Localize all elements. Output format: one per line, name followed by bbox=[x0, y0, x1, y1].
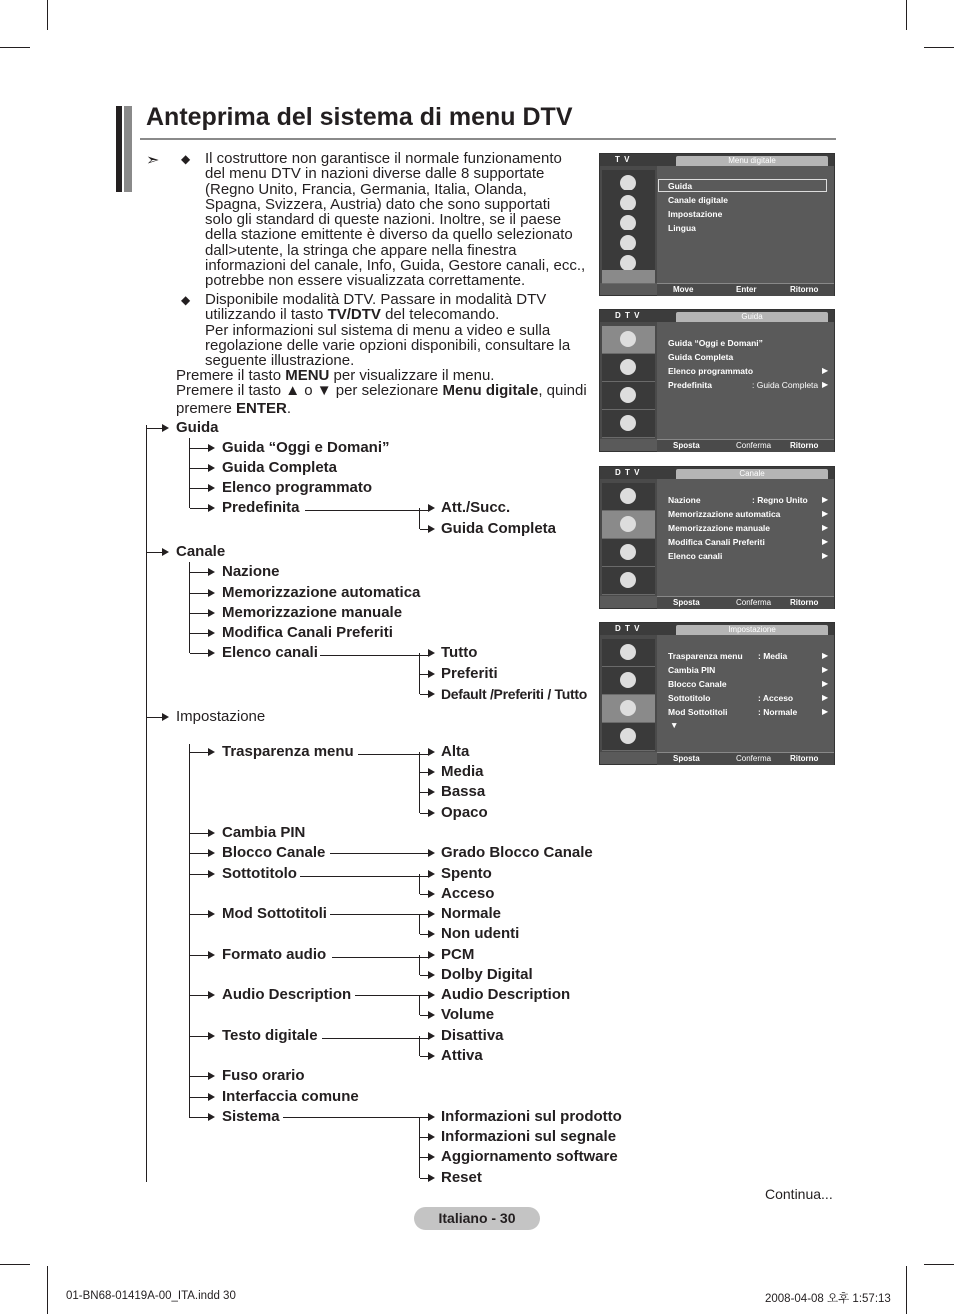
tree-line bbox=[419, 752, 420, 813]
tree-option: Dolby Digital bbox=[441, 966, 533, 983]
screen-tab: Canale bbox=[676, 469, 828, 479]
tree-item: Fuso orario bbox=[222, 1067, 305, 1084]
tree-item: Elenco canali bbox=[222, 644, 318, 661]
confirm-hint: Conferma bbox=[736, 441, 772, 450]
menu-item[interactable]: Predefinita : Guida Completa ▶ bbox=[668, 380, 829, 390]
setup-icon[interactable] bbox=[602, 539, 655, 567]
tree-option: Aggiornamento software bbox=[441, 1148, 618, 1165]
screen-mode-label: D T V bbox=[615, 624, 641, 633]
tree-option: Non udenti bbox=[441, 925, 520, 942]
page-title: Anteprima del sistema di menu DTV bbox=[146, 103, 573, 131]
tree-item: Modifica Canali Preferiti bbox=[222, 624, 393, 641]
confirm-hint: Conferma bbox=[736, 598, 772, 607]
tree-option: Att./Succ. bbox=[441, 499, 511, 516]
tree-option: Attiva bbox=[441, 1047, 483, 1064]
return-hint: Ritorno bbox=[790, 285, 819, 294]
screen-mode-label: D T V bbox=[615, 468, 641, 477]
crop-mark bbox=[924, 1264, 954, 1265]
crop-mark bbox=[47, 1266, 48, 1314]
tree-item: Cambia PIN bbox=[222, 824, 306, 841]
confirm-hint: Conferma bbox=[736, 754, 772, 763]
tree-line bbox=[146, 425, 147, 1182]
screen-mode-label: D T V bbox=[615, 311, 641, 320]
channel-icon[interactable] bbox=[602, 354, 655, 382]
title-bar-mark bbox=[124, 106, 132, 192]
tree-item: Testo digitale bbox=[222, 1027, 318, 1044]
setup-icon[interactable] bbox=[602, 695, 655, 723]
guide-icon[interactable] bbox=[602, 326, 655, 354]
tree-option: Opaco bbox=[441, 804, 488, 821]
tree-item: Audio Description bbox=[222, 986, 352, 1003]
tree-option: Default /Preferiti / Tutto bbox=[441, 686, 587, 702]
crop-mark bbox=[906, 0, 907, 30]
menu-item[interactable]: Mod Sottotitoli : Normale ▶ bbox=[668, 707, 829, 717]
continue-label: Continua... bbox=[765, 1186, 833, 1202]
tree-option: Guida Completa bbox=[441, 520, 557, 537]
menu-screen-canale bbox=[599, 466, 835, 609]
screen-mode-label: T V bbox=[615, 155, 631, 164]
footer-file: 01-BN68-01419A-00_ITA.indd 30 bbox=[66, 1290, 236, 1302]
bullet-icon: ◆ bbox=[181, 152, 191, 166]
tree-item: Formato audio bbox=[222, 946, 327, 963]
screen-tab: Menu digitale bbox=[676, 156, 828, 166]
channel-icon[interactable] bbox=[602, 667, 655, 695]
channel-icon[interactable] bbox=[602, 511, 655, 539]
tree-item: Sistema bbox=[222, 1108, 280, 1125]
tree-option: Informazioni sul segnale bbox=[441, 1128, 617, 1145]
menu-item[interactable]: Trasparenza menu : Media ▶ bbox=[668, 651, 829, 661]
tree-item: Memorizzazione automatica bbox=[222, 584, 421, 601]
tree-option: PCM bbox=[441, 946, 475, 963]
footer-timestamp: 2008-04-08 오후 1:57:13 bbox=[765, 1293, 891, 1305]
tree-line bbox=[189, 562, 190, 653]
tree-item: Blocco Canale bbox=[222, 844, 326, 861]
info-icon[interactable] bbox=[602, 723, 655, 751]
tree-option: Reset bbox=[441, 1169, 482, 1186]
tree-item: Sottotitolo bbox=[222, 865, 297, 882]
tree-line bbox=[419, 874, 420, 894]
screen-tab: Impostazione bbox=[676, 625, 828, 635]
crop-mark bbox=[0, 47, 30, 48]
menu-screen-impostazione bbox=[599, 622, 835, 765]
menu-item[interactable]: Lingua bbox=[668, 223, 696, 233]
menu-item[interactable]: Elenco programmato ▶ bbox=[668, 366, 829, 376]
menu-item[interactable]: Guida “Oggi e Domani” bbox=[668, 338, 763, 348]
tree-option: Media bbox=[441, 763, 484, 780]
tree-item: Mod Sottotitoli bbox=[222, 905, 327, 922]
screen-tab: Guida bbox=[676, 312, 828, 322]
crop-mark bbox=[0, 1264, 30, 1265]
tree-option: Informazioni sul prodotto bbox=[441, 1108, 622, 1125]
tree-line bbox=[189, 744, 190, 1118]
scroll-down-icon[interactable]: ▼ bbox=[670, 720, 679, 730]
move-hint: Move bbox=[673, 285, 694, 294]
move-hint: Sposta bbox=[673, 598, 700, 607]
note-text: Il costruttore non garantisce il normale funzionamento del menu DTV in nazioni diverse dalle 8 supportate (Regno Unito, Francia, Germania, Italia, Olanda, Spagna, Svizzera, Austria) dato che sono supportati solo gli standard di queste nazioni. Inoltre, se il paese della stazione emittente è diverso da quello selezionato dall>utente, la stringa che appare nella finestra informazioni del canale, Info, Guida, Gestore canali, ecc., potrebbe non essere visualizzata correttamente. bbox=[205, 150, 586, 290]
menu-screen-guida bbox=[599, 309, 835, 452]
return-hint: Ritorno bbox=[790, 441, 819, 450]
menu-item[interactable]: Guida bbox=[668, 181, 693, 191]
menu-screen-digitale bbox=[599, 153, 835, 296]
tree-option: Tutto bbox=[441, 644, 478, 661]
page-number-badge: Italiano - 30 bbox=[414, 1207, 540, 1230]
tree-option: Acceso bbox=[441, 885, 495, 902]
menu-item[interactable]: Cambia PIN ▶ bbox=[668, 665, 829, 675]
crop-mark bbox=[924, 47, 954, 48]
tree-item: Guida “Oggi e Domani” bbox=[222, 439, 390, 456]
move-hint: Sposta bbox=[673, 441, 700, 450]
tree-line bbox=[419, 1117, 420, 1178]
tree-option: Normale bbox=[441, 905, 502, 922]
move-hint: Sposta bbox=[673, 754, 700, 763]
tree-option: Preferiti bbox=[441, 665, 498, 682]
step-text: Premere il tasto MENU per visualizzare il menu. Premere il tasto ▲ o ▼ per selezionare Menu digitale, quindi premere ENTER. bbox=[176, 367, 587, 417]
menu-item[interactable]: Nazione : Regno Unito ▶ bbox=[668, 495, 829, 505]
tree-item: Predefinita bbox=[222, 499, 300, 516]
tree-impostazione: Impostazione bbox=[176, 708, 266, 725]
info-icon[interactable] bbox=[602, 410, 655, 438]
tree-option: Spento bbox=[441, 865, 492, 882]
tree-item: Trasparenza menu bbox=[222, 743, 354, 760]
guide-icon[interactable] bbox=[602, 639, 655, 667]
tree-line bbox=[419, 955, 420, 975]
menu-item[interactable]: Impostazione bbox=[668, 209, 723, 219]
menu-item[interactable]: Elenco canali ▶ bbox=[668, 551, 829, 561]
return-hint: Ritorno bbox=[790, 598, 819, 607]
menu-item[interactable]: Modifica Canali Preferiti ▶ bbox=[668, 537, 829, 547]
tree-line bbox=[419, 508, 420, 529]
menu-item[interactable]: Sottotitolo : Acceso ▶ bbox=[668, 693, 829, 703]
digital-menu-icon[interactable] bbox=[602, 270, 655, 284]
note-arrow-icon: ➣ bbox=[146, 152, 160, 169]
crop-mark bbox=[906, 1266, 907, 1314]
tree-line bbox=[419, 995, 420, 1015]
setup-icon[interactable] bbox=[602, 382, 655, 410]
tree-item: Nazione bbox=[222, 563, 280, 580]
title-bar-mark bbox=[116, 106, 122, 192]
menu-item[interactable]: Guida Completa bbox=[668, 352, 734, 362]
tree-item: Guida Completa bbox=[222, 459, 338, 476]
tree-option: Disattiva bbox=[441, 1027, 504, 1044]
return-hint: Ritorno bbox=[790, 754, 819, 763]
tree-line bbox=[419, 1036, 420, 1056]
info-icon[interactable] bbox=[602, 567, 655, 595]
tree-option: Grado Blocco Canale bbox=[441, 844, 593, 861]
tree-option: Volume bbox=[441, 1006, 495, 1023]
tree-option: Bassa bbox=[441, 783, 486, 800]
menu-item[interactable]: Canale digitale bbox=[668, 195, 728, 205]
tree-option: Audio Description bbox=[441, 986, 571, 1003]
tree-guida: Guida bbox=[176, 419, 219, 436]
menu-item[interactable]: Memorizzazione automatica ▶ bbox=[668, 509, 829, 519]
tree-item: Elenco programmato bbox=[222, 479, 373, 496]
bullet-icon: ◆ bbox=[181, 293, 191, 307]
tree-option: Alta bbox=[441, 743, 470, 760]
tree-canale: Canale bbox=[176, 543, 226, 560]
crop-mark bbox=[47, 0, 48, 30]
enter-hint: Enter bbox=[736, 285, 757, 294]
guide-icon[interactable] bbox=[602, 483, 655, 511]
menu-item[interactable]: Blocco Canale ▶ bbox=[668, 679, 829, 689]
tree-item: Interfaccia comune bbox=[222, 1088, 359, 1105]
menu-item[interactable]: Memorizzazione manuale ▶ bbox=[668, 523, 829, 533]
title-rule bbox=[140, 138, 836, 140]
tree-line bbox=[419, 914, 420, 934]
tree-item: Memorizzazione manuale bbox=[222, 604, 403, 621]
dtv-text: Disponibile modalità DTV. Passare in modalità DTV utilizzando il tasto TV/DTV del telecomando. Per informazioni sul sistema di menu a video e sulla regolazione delle varie opzioni disponibili, consultare la seguente illustrazione. bbox=[205, 291, 571, 370]
